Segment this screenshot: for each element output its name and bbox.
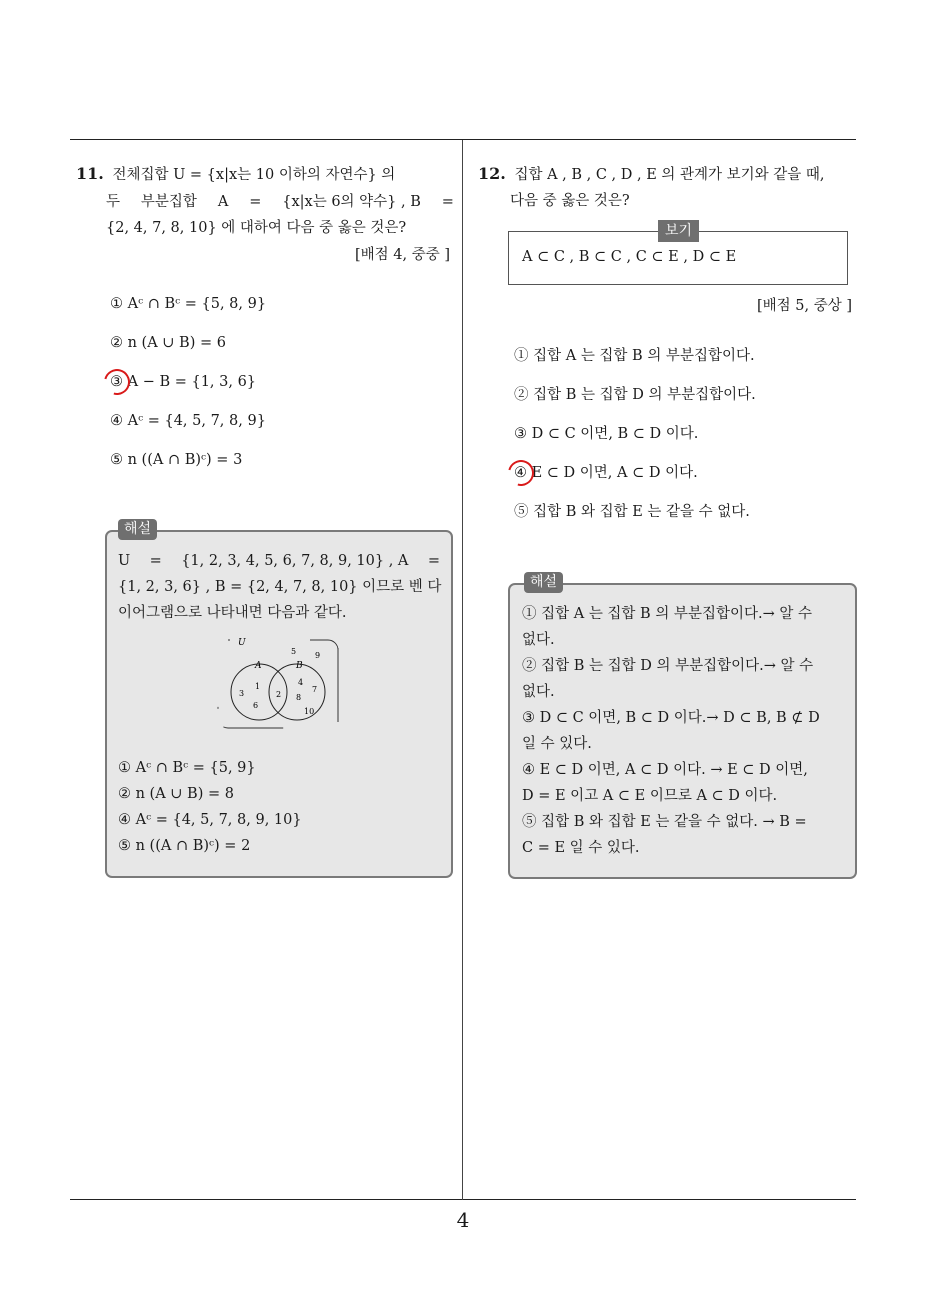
q12-sol-line: D = E 이고 A ⊂ E 이므로 A ⊂ D 이다.	[522, 788, 778, 804]
q11-l2-word: =	[441, 194, 454, 210]
q11-sol-line1	[118, 551, 440, 571]
q12-sol-line: ③ D ⊂ C 이면, B ⊂ D 이다.→ D ⊂ B, B ⊄ D	[522, 710, 820, 726]
venn-elem: 4	[298, 678, 304, 687]
venn-elem: 7	[312, 685, 318, 694]
q12-sol-line: ① 집합 A 는 집합 B 의 부분집합이다.→ 알 수	[522, 606, 812, 622]
q12-option-4[interactable]: ④ E ⊂ D 이면, A ⊂ D 이다.	[514, 465, 698, 481]
q11-sol-word: {1, 2, 3, 4, 5, 6, 7, 8, 9, 10} , A	[181, 553, 409, 569]
q11-sol-word: =	[149, 553, 162, 569]
q12-sol-line: 없다.	[522, 632, 555, 648]
q11-sol-word: U	[118, 553, 131, 569]
q11-l2-word: =	[249, 194, 262, 210]
venn-elem: 6	[253, 701, 259, 710]
q11-sol-line2: {1, 2, 3, 6} , B = {2, 4, 7, 8, 10} 이므로 벤 다	[118, 579, 442, 595]
q12-text-line1: 집합 A , B , C , D , E 의 관계가 보기와 같을 때,	[514, 167, 825, 183]
venn-elem: 1	[255, 682, 261, 691]
q12-option-3[interactable]: ③ D ⊂ C 이면, B ⊂ D 이다.	[514, 426, 699, 442]
q11-score: [배점 4, 중중 ]	[354, 247, 450, 263]
q12-bogi-tag: 보기	[658, 220, 699, 242]
q11-sol-item: ② n (A ∪ B) = 8	[118, 786, 234, 802]
q12-answer-circle-mark	[503, 455, 539, 491]
q12-score: [배점 5, 중상 ]	[756, 298, 852, 314]
q12-option-5[interactable]: ⑤ 집합 B 와 집합 E 는 같을 수 없다.	[514, 504, 750, 520]
q12-number: 12.	[478, 164, 506, 183]
q12-option-2[interactable]: ② 집합 B 는 집합 D 의 부분집합이다.	[514, 387, 756, 403]
q11-option-4[interactable]: ④ Aᶜ = {4, 5, 7, 8, 9}	[110, 413, 266, 429]
q11-option-3[interactable]: ③ A − B = {1, 3, 6}	[110, 374, 257, 390]
q11-option-5[interactable]: ⑤ n ((A ∩ B)ᶜ) = 3	[110, 452, 243, 468]
venn-label-a: A	[255, 661, 262, 671]
q11-sol-item: ① Aᶜ ∩ Bᶜ = {5, 9}	[118, 760, 256, 776]
q12-line2: 다음 중 옳은 것은?	[510, 193, 630, 209]
q12-line1	[478, 164, 825, 185]
venn-label-b: B	[296, 661, 303, 671]
venn-elem: 3	[239, 689, 245, 698]
venn-elem: 5	[291, 647, 297, 656]
q12-sol-line: C = E 일 수 있다.	[522, 840, 640, 856]
q12-sol-line: ② 집합 B 는 집합 D 의 부분집합이다.→ 알 수	[522, 658, 814, 674]
q12-bogi-content: A ⊂ C , B ⊂ C , C ⊂ E , D ⊂ E	[522, 249, 737, 265]
venn-diagram	[214, 634, 344, 734]
q11-sol-item: ⑤ n ((A ∩ B)ᶜ) = 2	[118, 838, 251, 854]
venn-elem: 10	[304, 707, 315, 716]
q11-sol-item: ④ Aᶜ = {4, 5, 7, 8, 9, 10}	[118, 812, 302, 828]
q12-sol-line: 일 수 있다.	[522, 736, 592, 752]
q12-solution-box	[508, 583, 857, 879]
q11-line1	[76, 164, 395, 185]
column-divider	[462, 140, 463, 1200]
q12-sol-line: 없다.	[522, 684, 555, 700]
q11-option-2[interactable]: ② n (A ∪ B) = 6	[110, 335, 226, 351]
venn-label-u: U	[238, 638, 246, 648]
top-rule	[70, 139, 856, 140]
q12-sol-line: ④ E ⊂ D 이면, A ⊂ D 이다. → E ⊂ D 이면,	[522, 762, 808, 778]
q11-answer-circle-mark	[99, 364, 135, 400]
q11-l2-word: A	[217, 194, 229, 210]
q11-solution-tag: 해설	[118, 519, 157, 540]
page-number: 4	[456, 1208, 470, 1232]
venn-elem: 9	[315, 651, 321, 660]
bottom-rule	[70, 1199, 856, 1200]
q11-text-line1: 전체집합 U = {x|x는 10 이하의 자연수} 의	[112, 167, 396, 183]
q11-line3: {2, 4, 7, 8, 10} 에 대하여 다음 중 옳은 것은?	[106, 220, 407, 236]
q11-number: 11.	[76, 164, 104, 183]
q12-sol-line: ⑤ 집합 B 와 집합 E 는 같을 수 없다. → B =	[522, 814, 807, 830]
q11-option-1[interactable]: ① Aᶜ ∩ Bᶜ = {5, 8, 9}	[110, 296, 267, 312]
venn-elem: 2	[276, 690, 282, 699]
q11-sol-line3: 이어그램으로 나타내면 다음과 같다.	[118, 605, 347, 621]
q11-sol-word: =	[427, 553, 440, 569]
q11-l2-word: 부분집합	[140, 194, 197, 210]
q11-line2	[106, 192, 454, 212]
q12-option-1[interactable]: ① 집합 A 는 집합 B 의 부분집합이다.	[514, 348, 755, 364]
q11-l2-word: 두	[106, 194, 121, 210]
q11-l2-word: {x|x는 6의 약수} , B	[282, 194, 421, 210]
venn-elem: 8	[296, 693, 302, 702]
q12-solution-tag: 해설	[524, 572, 563, 593]
